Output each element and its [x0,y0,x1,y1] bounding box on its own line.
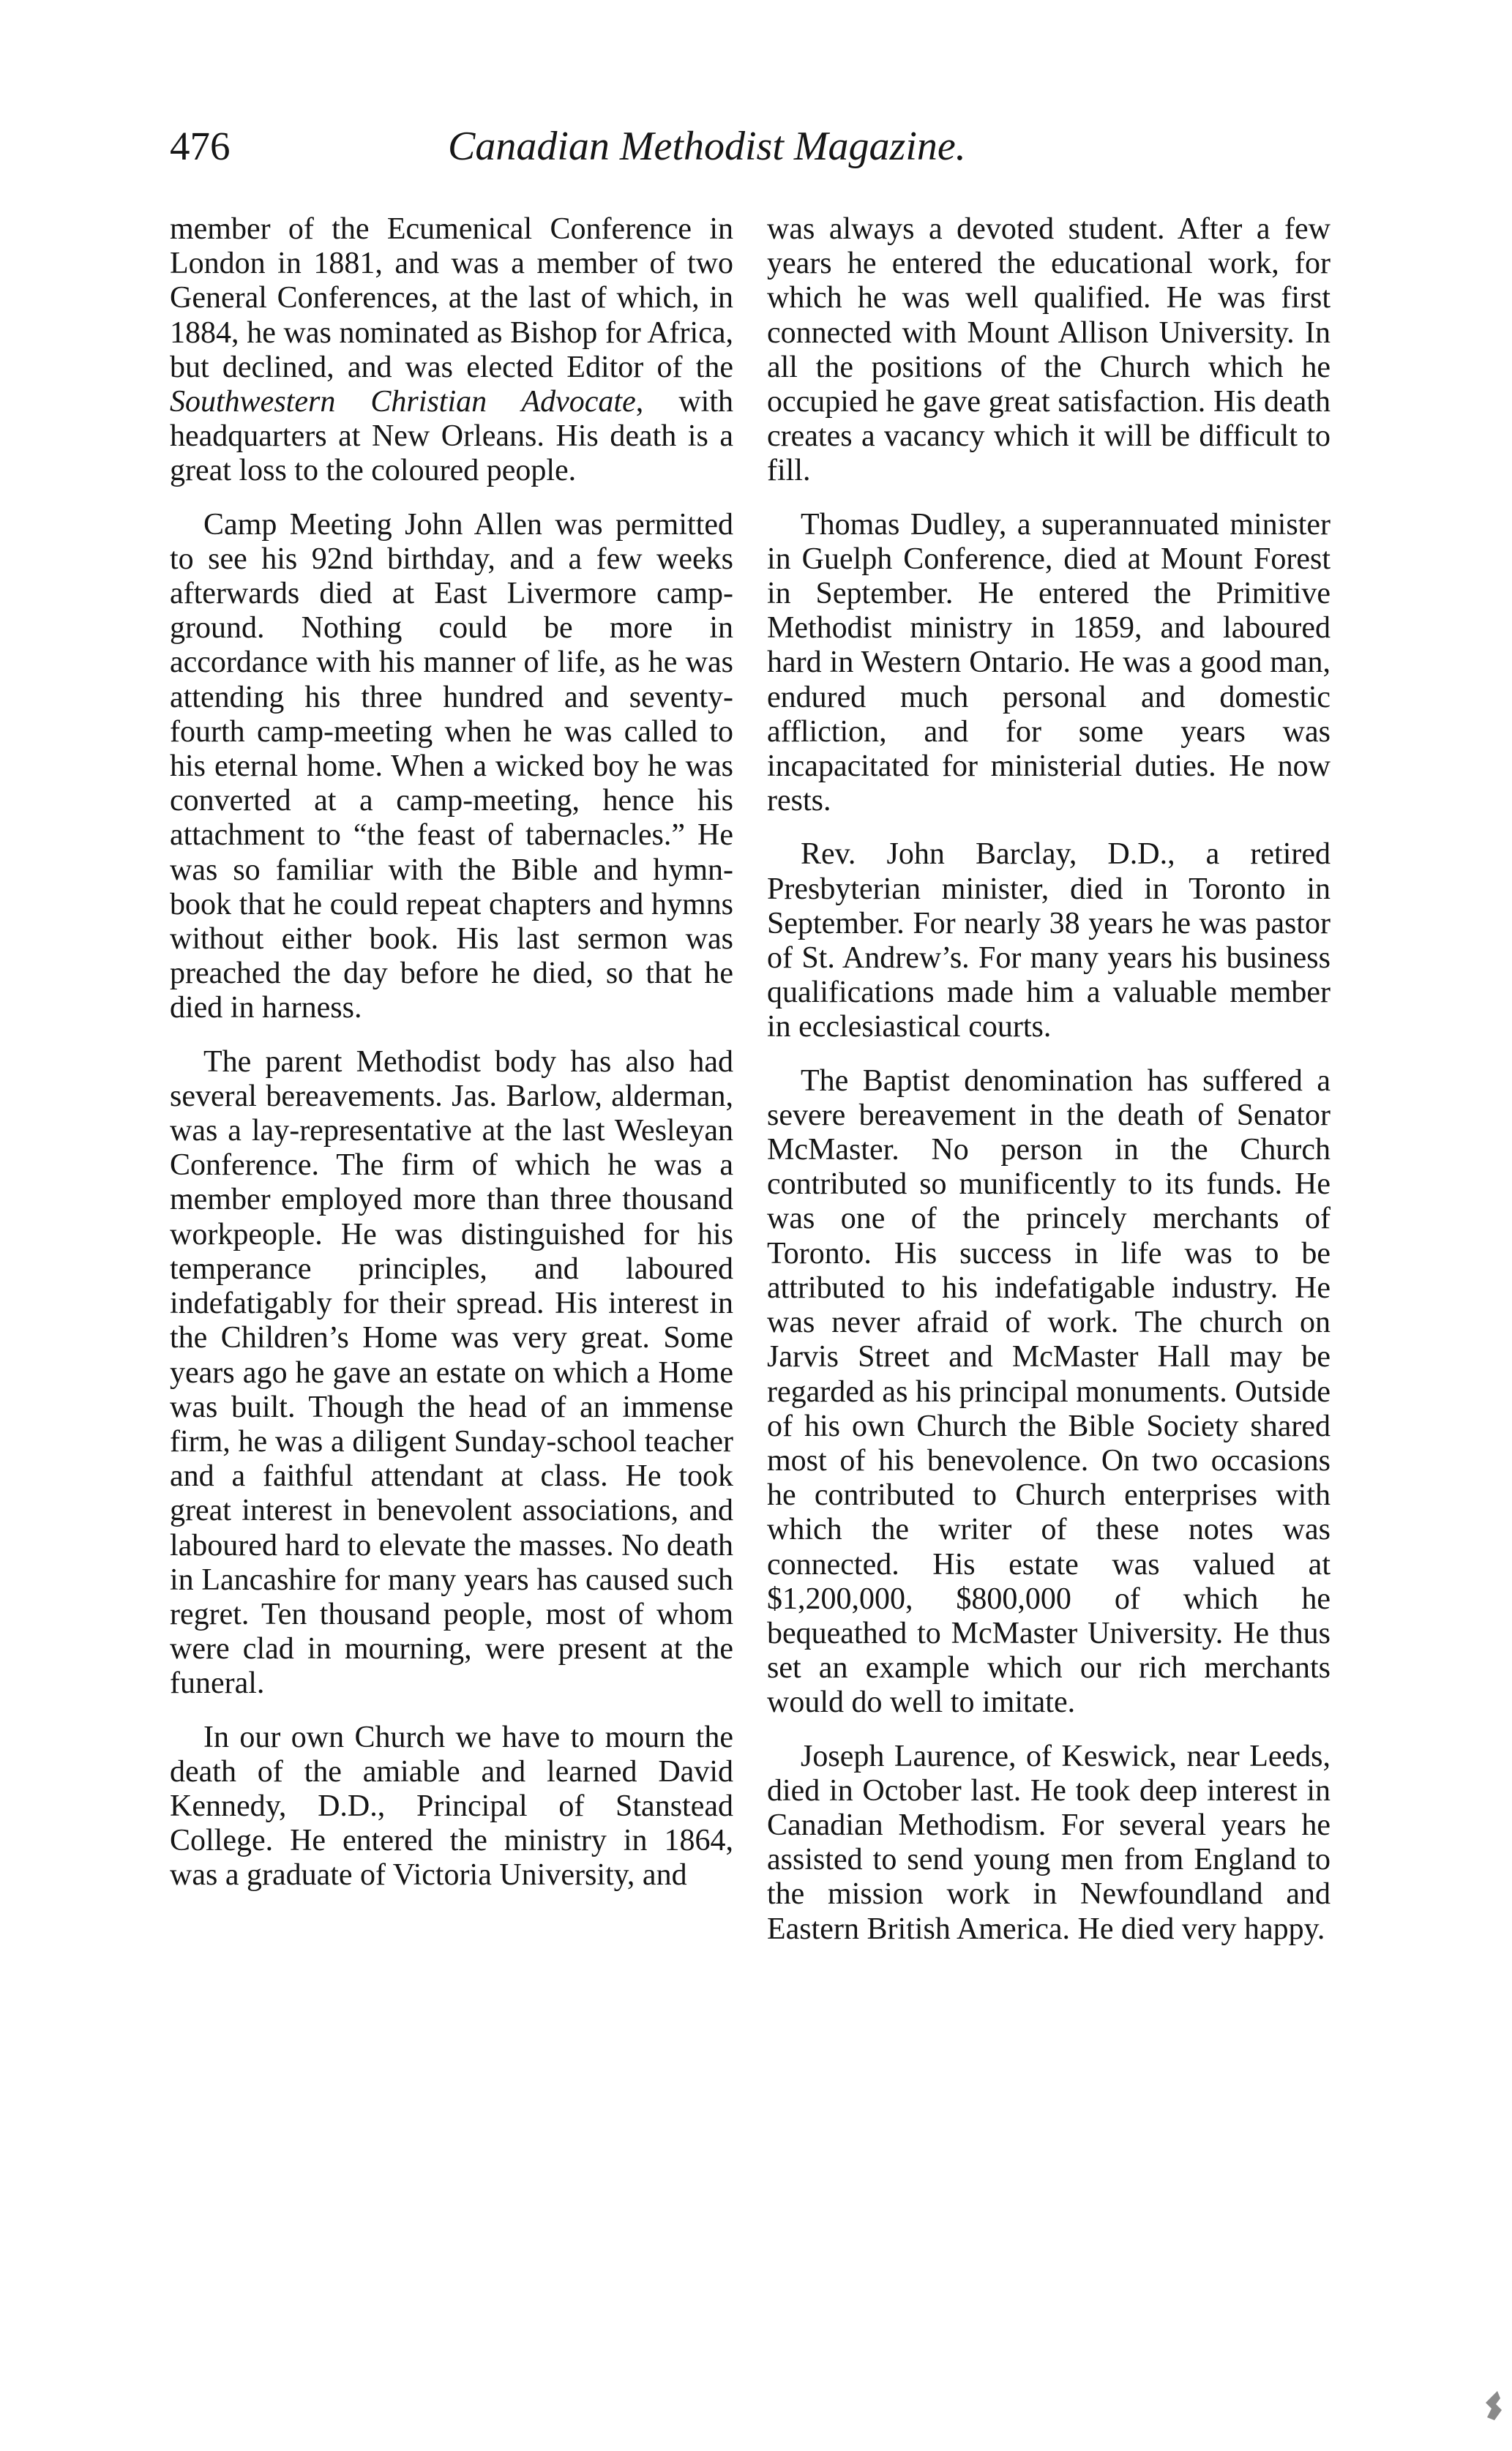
paragraph-thomas-dudley: Thomas Dudley, a superannuated minister in Guelph Conference, died at Mount Forest in September. He entered the Primitive Methodist ministry in 1859, and laboured hard in Western Ontario. He was a good man, endured much personal and domestic affliction, and for some years was incapacitated for ministerial duties. He now rests. [767,507,1331,818]
paragraph-david-kennedy: In our own Church we have to mourn the death of the amiable and learned David Kennedy, D.D., Principal of Stanstead College. He entered the ministry in 1864, was a graduate of Victoria University, and [170,1720,733,1893]
paragraph-joseph-laurence: Joseph Laurence, of Keswick, near Leeds, died in October last. He took deep interest in Canadian Methodism. For several years he assisted to send young men from England to the mission work in Newfoundland and Eastern British America. He died very happy. [767,1739,1331,1946]
right-column [767,212,1331,1947]
ink-smudge [1480,2388,1506,2423]
paragraph-john-barclay: Rev. John Barclay, D.D., a retired Presbyterian minister, died in Toronto in September. For nearly 38 years he was pastor of St. Andrew’s. For many years his business qualifications made him a valuable member in ecclesiastical courts. [767,837,1331,1044]
page-header [170,117,1048,176]
paragraph-ecumenical-continuation [170,212,733,489]
paragraph-text: member of the Ecumenical Conference in London in 1881, and was a member of two General Conferences, at the last of which, in 1884, he was nominated as Bishop for Africa, but declined, and was elected Editor of the [170,212,733,384]
paragraph-jas-barlow: The parent Methodist body has also had several bereavements. Jas. Barlow, alderman, was a lay-representative at the last Wesleyan Conference. The firm of which he was a member employed more than three thousand workpeople. He was distinguished for his temperance principles, and laboured indefatigably for their spread. His interest in the Children’s Home was very great. Some years ago he gave an estate on which a Home was built. Though the head of an immense firm, he was a diligent Sunday-school teacher and a faithful attendant at class. He took great interest in benevolent associations, and laboured hard to elevate the masses. No death in Lancashire for many years has caused such regret. Ten thousand people, most of whom were clad in mourning, were present at the funeral. [170,1044,733,1701]
page-number: 476 [170,124,231,168]
paragraph-john-allen: Camp Meeting John Allen was permitted to see his 92nd birthday, and a few weeks afterwards died at East Livermore camp-ground. Nothing could be more in accordance with his manner of life, as he was attending his three hundred and seventy-fourth camp-meeting when he was called to his eternal home. When a wicked boy he was converted at a camp-meeting, hence his attachment to “the feast of tabernacles.” He was so familiar with the Bible and hymn-book that he could repeat chapters and hymns without either book. His last sermon was preached the day before he died, so that he died in harness. [170,507,733,1025]
paragraph-text: , with headquarters at New Orleans. His death is a great loss to the coloured people. [170,385,734,488]
publication-title: Southwestern Christian Advocate [170,385,636,419]
left-column [170,212,733,1893]
paragraph-kennedy-continuation: was always a devoted student. After a few years he entered the educational work, for which he was well qualified. He was first connected with Mount Allison University. In all the positions of the Church which he occupied he gave great satisfaction. His death creates a vacancy which it will be difficult to fill. [767,212,1331,488]
running-title: Canadian Methodist Magazine. [448,124,966,169]
paragraph-senator-mcmaster: The Baptist denomination has suffered a severe bereavement in the death of Senator McMaster. No person in the Church contributed so munificently to its funds. He was one of the princely merchants of Toronto. His success in life was to be attributed to his indefatigable industry. He was never afraid of work. The church on Jarvis Street and McMaster Hall may be regarded as his principal monuments. Outside of his own Church the Bible Society shared most of his benevolence. On two occasions he contributed to Church enterprises with which the writer of these notes was connected. His estate was valued at $1,200,000, $800,000 of which he bequeathed to McMaster University. He thus set an example which our rich merchants would do well to imitate. [767,1063,1331,1720]
